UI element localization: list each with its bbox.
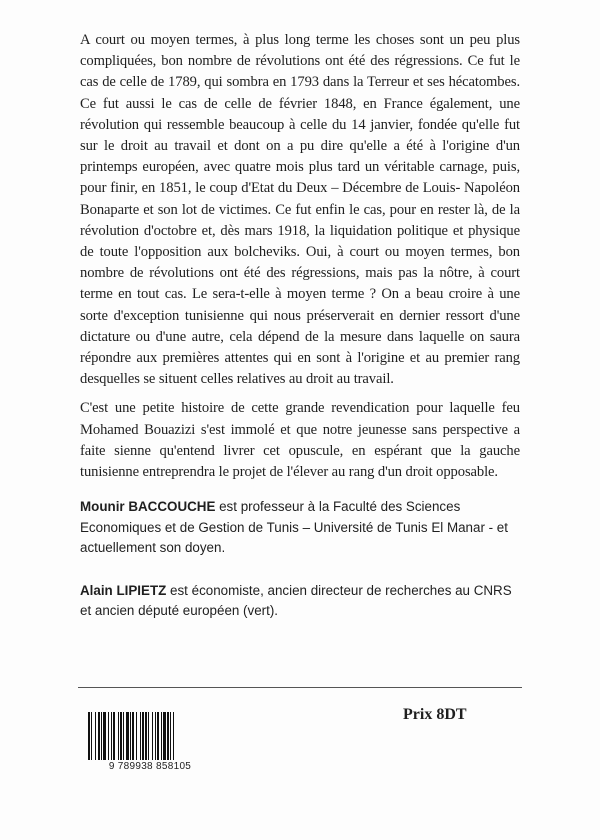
barcode-bars bbox=[86, 712, 214, 760]
isbn-barcode bbox=[86, 712, 214, 774]
barcode-digits: 9 789938 858105 bbox=[108, 761, 192, 772]
price-label: Prix 8DT bbox=[403, 706, 467, 723]
paragraph-2: C'est une petite histoire de cette grande revendication pour laquelle feu Mohamed Bouazizi s'est immolé et que notre jeunesse sans perspective a faite sienne qu'entend livrer cet opuscule, en espérant que la gauche tunisienne entreprendra le projet de l'élever au rang d'un droit opposable. bbox=[80, 400, 520, 481]
author-bio-text: est économiste, ancien directeur de recherches au CNRS et ancien député européen (vert). bbox=[80, 582, 512, 619]
author-bio-baccouche bbox=[80, 497, 520, 559]
author-bio-lipietz bbox=[80, 581, 520, 622]
divider-line bbox=[78, 687, 522, 688]
author-name: Mounir BACCOUCHE bbox=[80, 499, 216, 515]
author-bio-text: est professeur à la Faculté des Sciences Economiques et de Gestion de Tunis – Université de Tunis El Manar - et actuellement son doyen. bbox=[80, 499, 508, 556]
author-name: Alain LIPIETZ bbox=[80, 582, 167, 598]
cover-text bbox=[80, 30, 520, 644]
paragraph-1: A court ou moyen termes, à plus long terme les choses sont un peu plus compliquées, bon nombre de révolutions ont été des régressions. Ce fut le cas de celle de 1789, qui sombra en 1793 dans la Terreur et ses hécatombes. Ce fut aussi le cas de celle de février 1848, en France également, une révolution qui ressemble beaucoup à celle du 14 janvier, fondée qu'elle fut sur le droit au travail et dont on a pu dire qu'elle a été à l'origine d'un printemps européen, avec quatre mois plus tard un véritable carnage, puis, pour finir, en 1851, le coup d'Etat du Deux – Décembre de Louis- Napoléon Bonaparte et son lot de victimes. Ce fut enfin le cas, pour en rester là, de la révolution d'octobre et, dès mars 1918, la liquidation politique et physique de toute l'opposition aux bolcheviks. Oui, à court ou moyen termes, bon nombre de révolutions ont été des régressions, mais pas la nôtre, à court terme en tout cas. Le sera-t-elle à moyen terme ? On a beau croire à une sorte d'exception tunisienne qui nous préserverait en dernier ressort d'une dictature ou d'une autre, cela dépend de la mesure dans laquelle on saura répondre aux premières attentes qui en sont à l'origine et au premier rang desquelles se situent celles relatives au droit au travail. bbox=[80, 32, 520, 388]
